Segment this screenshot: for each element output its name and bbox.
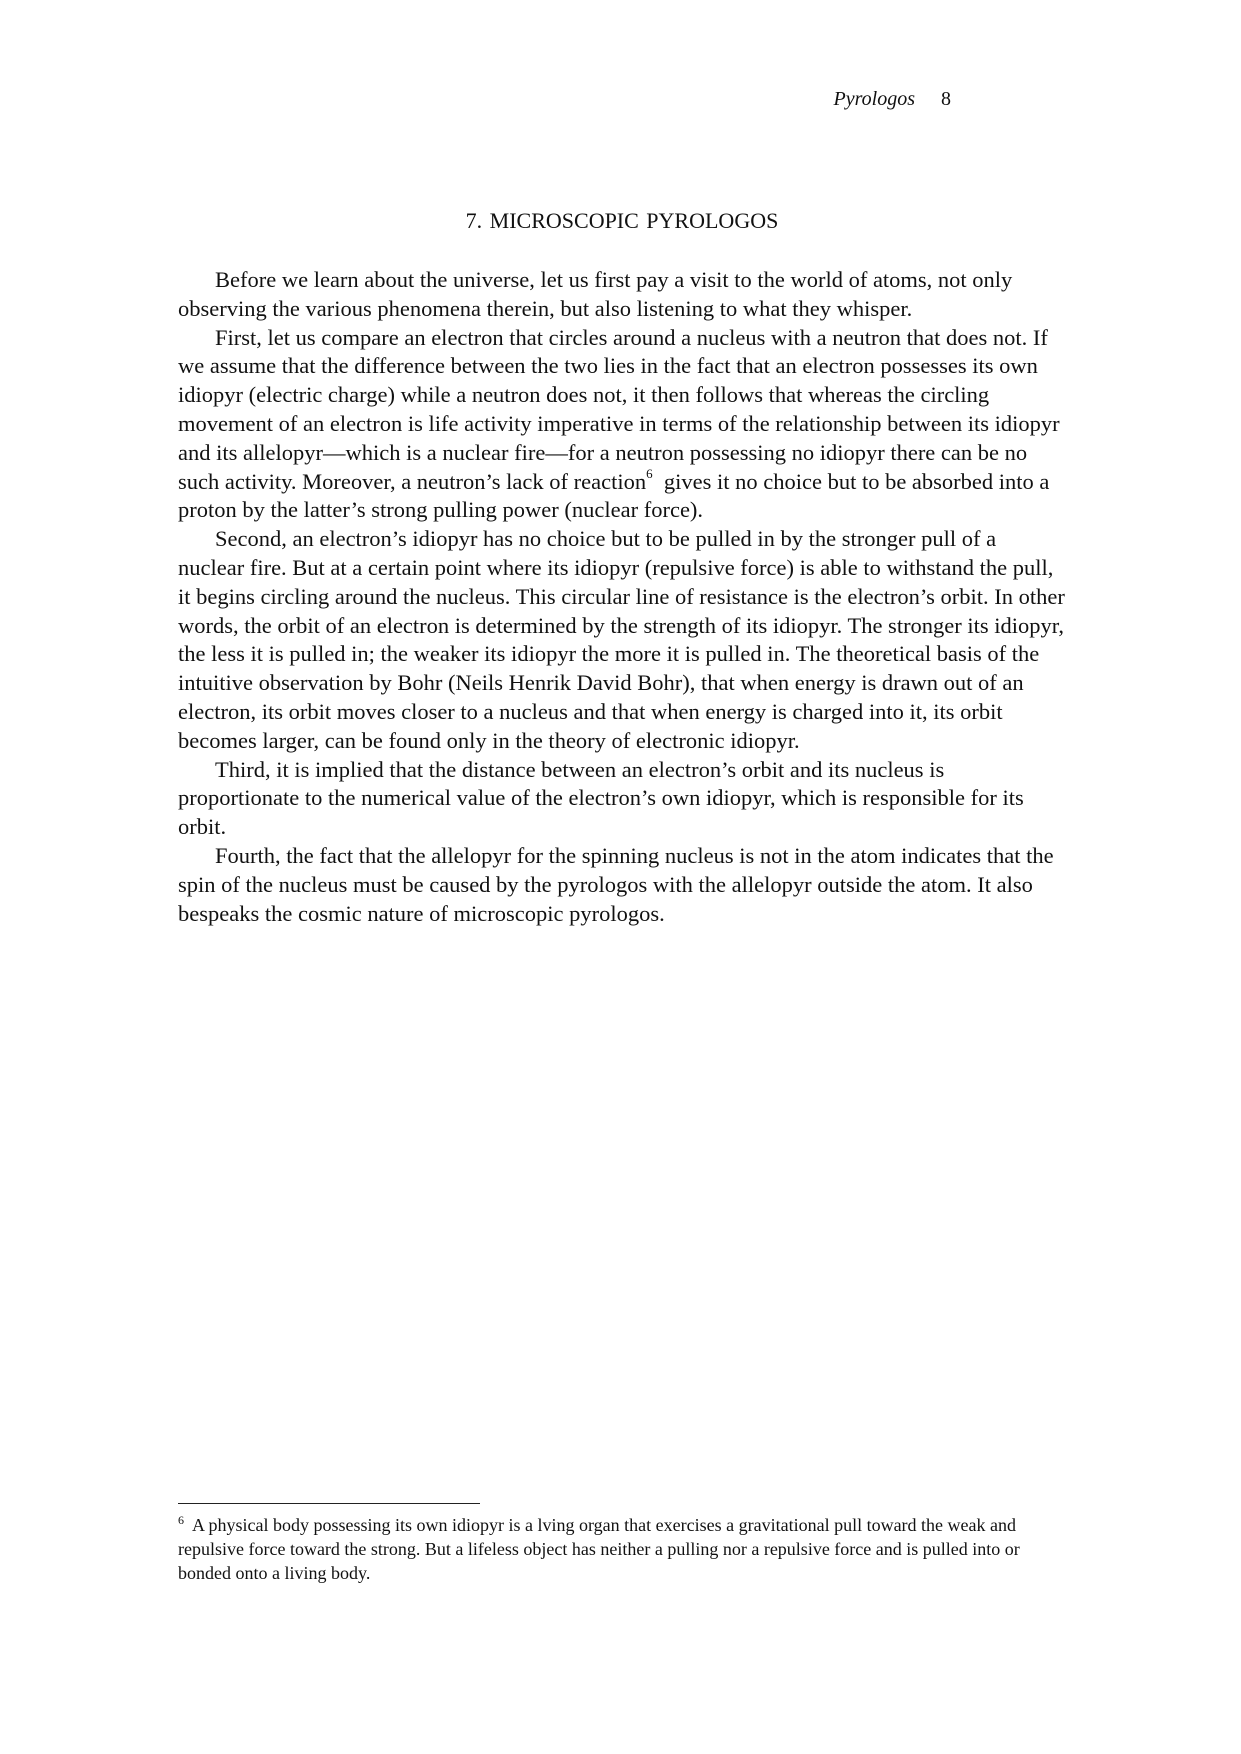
footnote-reference[interactable]: 6 <box>646 466 653 482</box>
paragraph-2 <box>178 324 1066 526</box>
paragraph-2-text-a: First, let us compare an electron that circles around a nucleus with a neutron that does not. If we assume that the difference between the two lies in the fact that an electron possesses its own idiopyr (electric charge) while a neutron does not, it then follows that whereas the circling movement of an electron is life activity imperative in terms of the relationship between its idiopyr and its allelopyr—which is a nuclear fire—for a neutron possessing no idiopyr there can be no such activity. Moreover, a neutron’s lack of reaction <box>178 324 1060 494</box>
page-number: 8 <box>941 88 951 110</box>
paragraph-3: Second, an electron’s idiopyr has no choice but to be pulled in by the stronger pull of a nuclear fire. But at a certain point where its idiopyr (repulsive force) is able to withstand the pull, it begins circling around the nucleus. This circular line of resistance is the electron’s orbit. In other words, the orbit of an electron is determined by the strength of its idiopyr. The stronger its idiopyr, the less it is pulled in; the weaker its idiopyr the more it is pulled in. The theoretical basis of the intuitive observation by Bohr (Neils Henrik David Bohr), that when energy is drawn out of an electron, its orbit moves closer to a nucleus and that when energy is charged into it, its orbit becomes larger, can be found only in the theory of electronic idiopyr. <box>178 526 1065 753</box>
paragraph-2-text-b: gives it no choice but to be absorbed into a proton by the latter’s strong pulling power (nuclear force). <box>178 468 1056 523</box>
footnote-number: 6 <box>178 1513 184 1527</box>
paragraph-4: Third, it is implied that the distance between an electron’s orbit and its nucleus is proportionate to the numerical value of the electron’s own idiopyr, which is responsible for its orbit. <box>178 756 1024 840</box>
paragraph-1: Before we learn about the universe, let us first pay a visit to the world of atoms, not only observing the various phenomena therein, but also listening to what they whisper. <box>178 267 1013 321</box>
footnote-divider <box>178 1503 480 1504</box>
footnote <box>178 1513 1066 1585</box>
body-text <box>178 266 1066 928</box>
footnote-text: A physical body possessing its own idiopyr is a lving organ that exercises a gravitational pull toward the weak and repulsive force toward the strong. But a lifeless object has neither a pulling nor a repulsive force and is pulled into or bonded onto a living body. <box>178 1515 1020 1583</box>
chapter-title: 7. MICROSCOPIC PYROLOGOS <box>465 208 779 233</box>
running-header <box>834 87 951 111</box>
paragraph-5: Fourth, the fact that the allelopyr for the spinning nucleus is not in the atom indicates that the spin of the nucleus must be caused by the pyrologos with the allelopyr outside the atom. It also bespeaks the cosmic nature of microscopic pyrologos. <box>178 842 1054 926</box>
running-title: Pyrologos <box>833 88 915 110</box>
